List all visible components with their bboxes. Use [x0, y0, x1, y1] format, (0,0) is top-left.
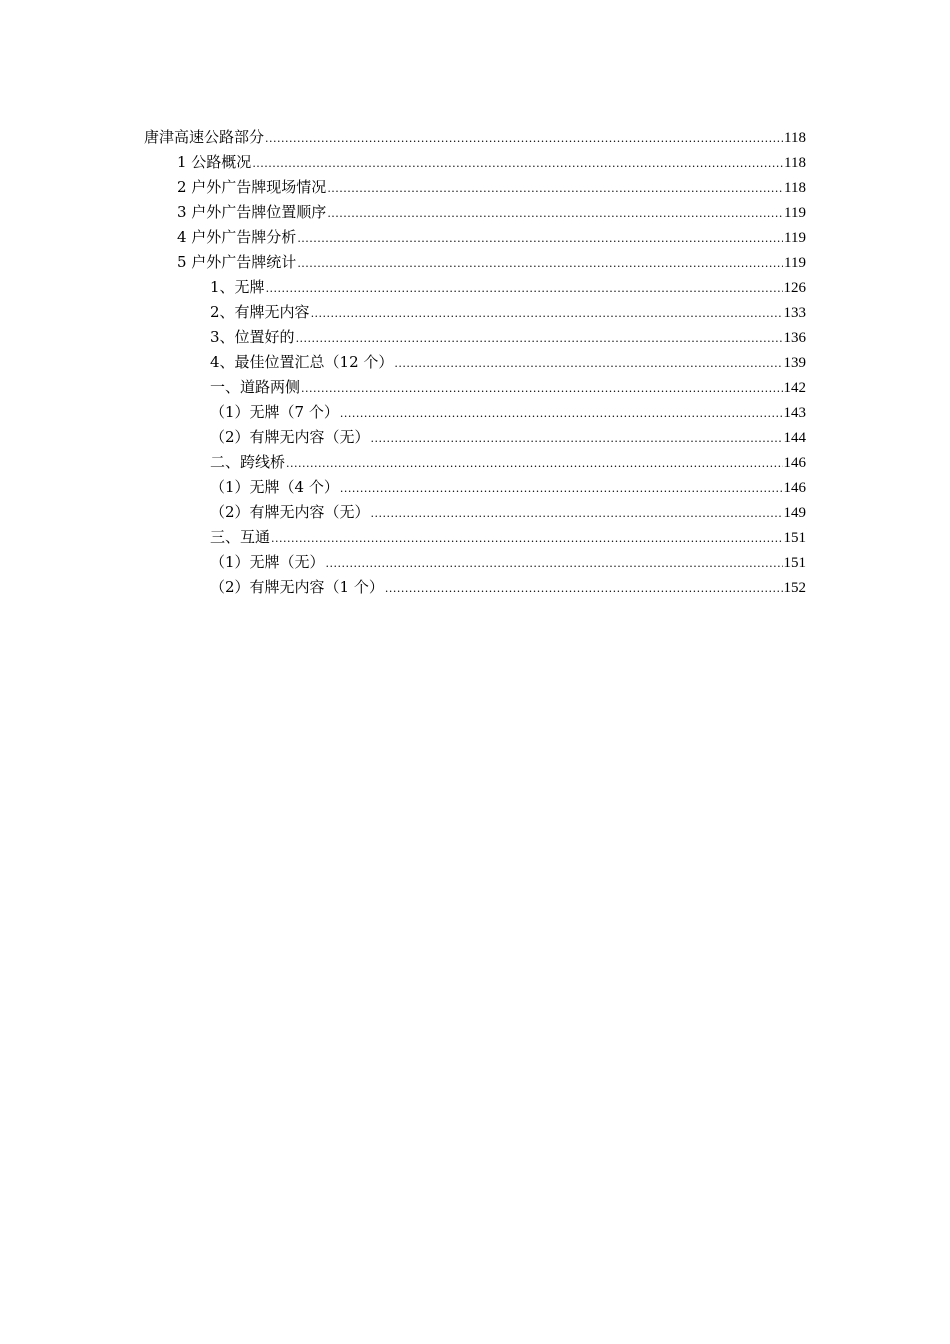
dot-leader	[326, 551, 783, 576]
toc-entry-title: 最佳位置汇总（12 个）	[234, 353, 394, 371]
toc-entry-title: 三、互通	[210, 528, 271, 546]
toc-entry[interactable]	[210, 375, 806, 400]
toc-entry[interactable]	[210, 300, 806, 325]
toc-entry-page-number: 144	[783, 430, 806, 446]
dot-leader	[371, 501, 783, 526]
toc-entry-page-number: 143	[783, 405, 806, 421]
toc-entry[interactable]	[177, 175, 806, 200]
toc-entry[interactable]	[210, 275, 806, 300]
toc-entry[interactable]	[210, 325, 806, 350]
dot-leader	[371, 426, 783, 451]
toc-entry[interactable]	[177, 200, 806, 225]
toc-entry[interactable]	[210, 450, 806, 475]
toc-entry-number: 2、	[210, 303, 235, 321]
toc-entry[interactable]	[210, 500, 806, 525]
toc-entry[interactable]	[210, 350, 806, 375]
toc-entry-page-number: 146	[783, 480, 806, 496]
toc-entry-title: 唐津高速公路部分	[144, 128, 265, 146]
toc-entry-page-number: 118	[784, 130, 806, 146]
dot-leader	[340, 476, 783, 501]
toc-entry[interactable]	[210, 475, 806, 500]
toc-entry-title: 2 户外广告牌现场情况	[177, 178, 327, 196]
toc-entry-title: 无牌	[234, 278, 265, 296]
toc-entry-title: 二、跨线桥	[210, 453, 286, 471]
dot-leader	[385, 576, 783, 601]
toc-entry-page-number: 142	[783, 380, 806, 396]
dot-leader	[266, 276, 783, 301]
dot-leader	[265, 126, 783, 151]
dot-leader	[327, 176, 783, 201]
toc-entry[interactable]	[144, 125, 806, 150]
toc-entry-title: 5 户外广告牌统计	[177, 253, 297, 271]
toc-entry-page-number: 146	[783, 455, 806, 471]
dot-leader	[301, 376, 782, 401]
toc-entry[interactable]	[177, 250, 806, 275]
toc-entry-page-number: 151	[783, 555, 806, 571]
dot-leader	[327, 201, 783, 226]
dot-leader	[296, 326, 783, 351]
toc-entry[interactable]	[210, 550, 806, 575]
toc-entry-page-number: 126	[783, 280, 806, 296]
toc-entry-page-number: 119	[784, 230, 806, 246]
toc-entry-title: （2）有牌无内容（无）	[210, 428, 370, 446]
dot-leader	[340, 401, 783, 426]
toc-entry-title: 有牌无内容	[234, 303, 310, 321]
dot-leader	[311, 301, 783, 326]
table-of-contents	[0, 125, 950, 600]
toc-entry-number: 4、	[210, 353, 235, 371]
toc-entry-page-number: 119	[784, 255, 806, 271]
toc-entry-page-number: 152	[783, 580, 806, 596]
dot-leader	[252, 151, 783, 176]
toc-entry-page-number: 119	[784, 205, 806, 221]
toc-entry-page-number: 139	[783, 355, 806, 371]
dot-leader	[271, 526, 782, 551]
toc-entry[interactable]	[210, 525, 806, 550]
toc-entry-page-number: 133	[783, 305, 806, 321]
toc-entry-page-number: 118	[784, 180, 806, 196]
toc-entry-title: （2）有牌无内容（无）	[210, 503, 370, 521]
toc-entry-number: 3、	[210, 328, 235, 346]
toc-entry-title: 4 户外广告牌分析	[177, 228, 297, 246]
toc-entry-title: 一、道路两侧	[210, 378, 301, 396]
toc-entry-title: 3 户外广告牌位置顺序	[177, 203, 327, 221]
toc-entry[interactable]	[210, 425, 806, 450]
toc-entry-title: （2）有牌无内容（1 个）	[210, 578, 384, 596]
toc-entry-title: 1 公路概况	[177, 153, 252, 171]
toc-entry-page-number: 136	[783, 330, 806, 346]
toc-entry-title: 位置好的	[234, 328, 295, 346]
toc-entry-page-number: 151	[783, 530, 806, 546]
toc-entry-title: （1）无牌（7 个）	[210, 403, 339, 421]
toc-entry[interactable]	[210, 575, 806, 600]
toc-entry-title: （1）无牌（4 个）	[210, 478, 339, 496]
dot-leader	[297, 226, 783, 251]
toc-entry[interactable]	[210, 400, 806, 425]
toc-entry-number: 1、	[210, 278, 235, 296]
dot-leader	[394, 351, 782, 376]
toc-entry[interactable]	[177, 150, 806, 175]
toc-entry[interactable]	[177, 225, 806, 250]
dot-leader	[286, 451, 782, 476]
toc-entry-page-number: 118	[784, 155, 806, 171]
dot-leader	[297, 251, 783, 276]
toc-entry-page-number: 149	[783, 505, 806, 521]
toc-entry-title: （1）无牌（无）	[210, 553, 325, 571]
